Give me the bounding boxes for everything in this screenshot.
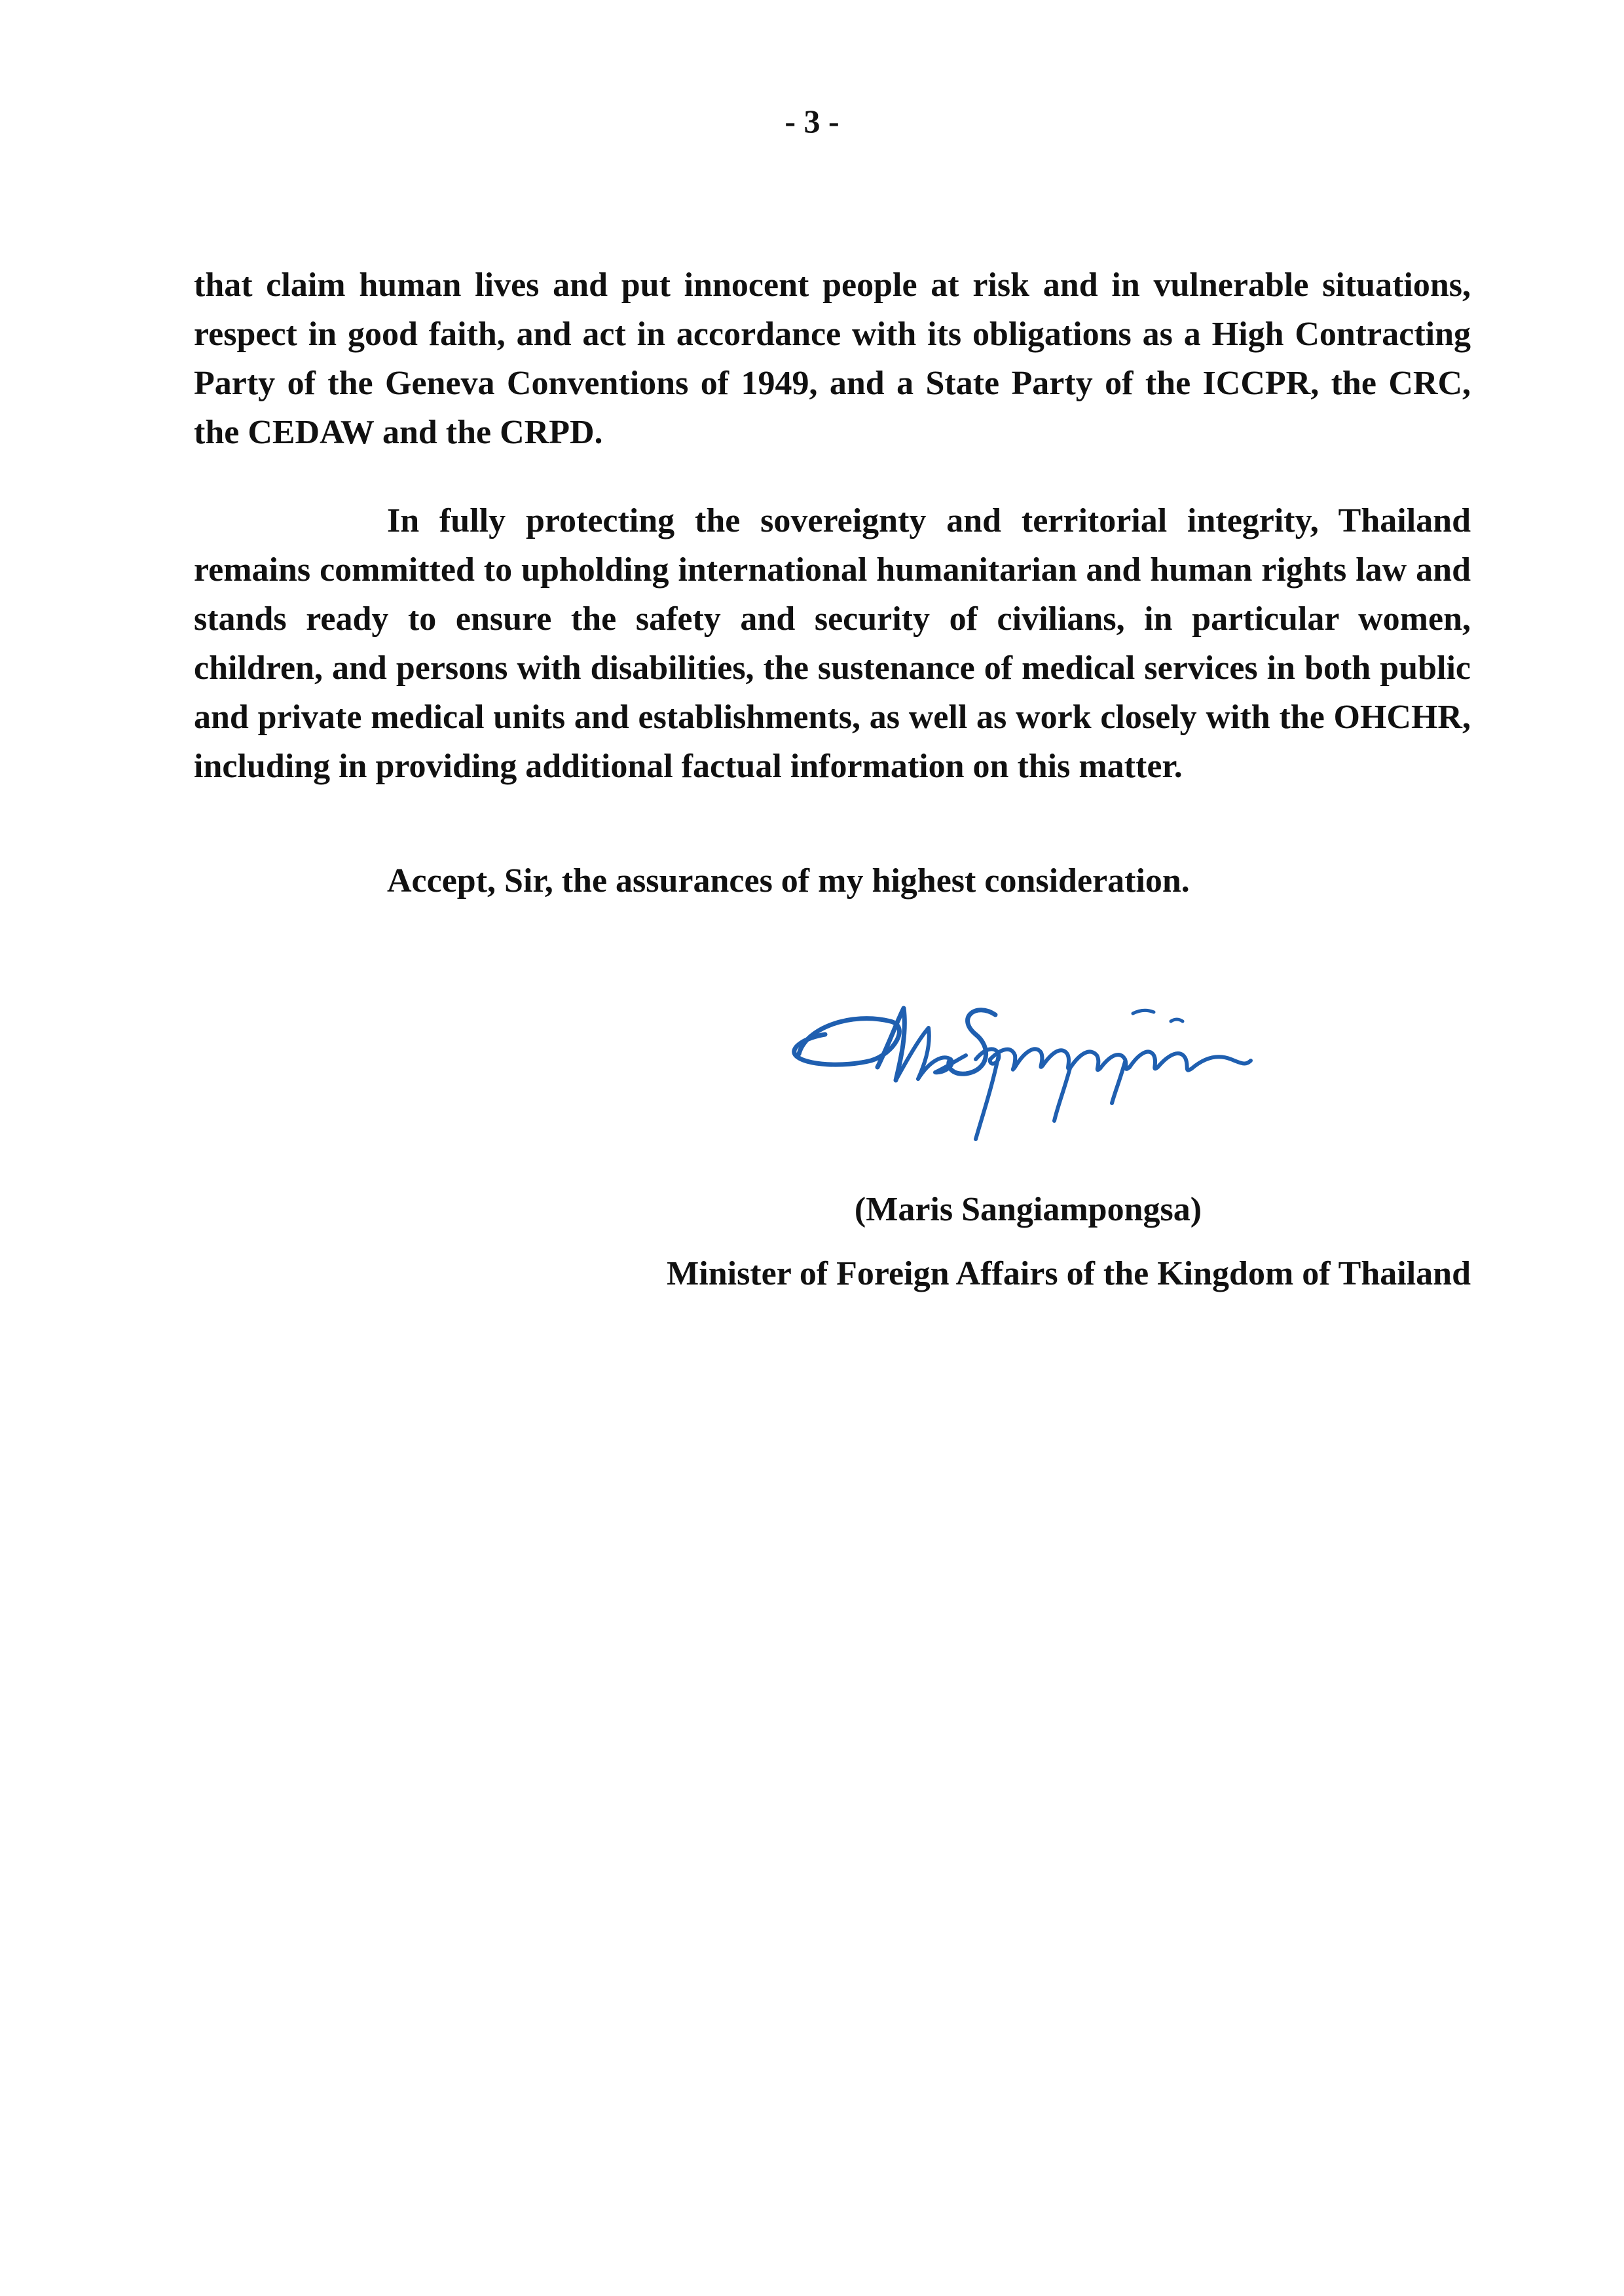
- handwritten-signature: [779, 982, 1277, 1152]
- signatory-title: Minister of Foreign Affairs of the Kingdom of Thailand: [667, 1255, 1471, 1292]
- paragraph-commitment: In fully protecting the sovereignty and territorial integrity, Thailand remains committed to upholding international humanitarian and human rights law and stands ready to ensure the safety and security of civilians, in particular women, children, and persons with disabilities, the sustenance of medical services in both public and private medical units and establishments, as well as work closely with the OHCHR, including in providing additional factual information on this matter.: [194, 502, 1471, 785]
- page-number: - 3 -: [784, 103, 840, 139]
- signatory-name: (Maris Sangiampongsa): [854, 1191, 1202, 1228]
- paragraph-continuation: that claim human lives and put innocent people at risk and in vulnerable situations, respect in good faith, and act in accordance with its obligations as a High Contracting Party of the Geneva Conventions of 1949, and a State Party of the ICCPR, the CRC, the CEDAW and the CRPD.: [194, 266, 1471, 451]
- closing-formula: Accept, Sir, the assurances of my highest consideration.: [387, 862, 1190, 900]
